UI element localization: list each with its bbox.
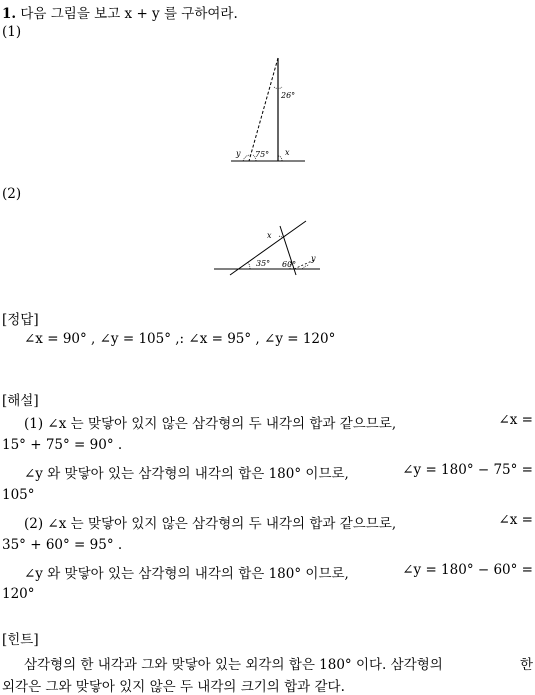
solution-p1-line1-b: ∠x =: [498, 412, 533, 428]
solution-p4-line1-b: ∠y = 180° − 60° =: [402, 562, 533, 578]
answer-line: ∠x = 90° , ∠y = 105° ,: ∠x = 95° , ∠y = 120°: [24, 331, 336, 347]
question-number: 1.: [2, 6, 17, 22]
hint-heading: [힌트]: [2, 632, 39, 648]
fig2-y-arc: [302, 265, 309, 269]
fig2-angle-left: 35°: [256, 259, 271, 268]
fig2-angle-right: 60°: [282, 260, 297, 269]
solution-p2-line1-b: ∠y = 180° − 75° =: [402, 462, 533, 478]
figure-1: [225, 52, 315, 166]
fig1-label-x: x: [285, 148, 290, 157]
part1-label: (1): [2, 24, 22, 40]
fig1-x-arc: [278, 156, 282, 161]
solution-p4-line2: 120°: [2, 586, 35, 602]
solution-p4-line1: [24, 562, 533, 582]
solution-p3-line1: [24, 512, 533, 532]
hint-line2: 외각은 그와 맞닿아 있지 않은 두 내각의 크기의 합과 같다.: [2, 679, 345, 695]
solution-p1-line2: 15° + 75° = 90° .: [2, 437, 123, 453]
solution-p2-line2: 105°: [2, 487, 35, 503]
question-header: [2, 2, 238, 22]
solution-p3-line2: 35° + 60° = 95° .: [2, 537, 123, 553]
solution-p2-line1-a: ∠y 와 맞닿아 있는 삼각형의 내각의 합은 180° 이므로,: [24, 466, 349, 482]
fig1-angle-top: 26°: [281, 91, 296, 100]
fig1-label-y: y: [236, 149, 241, 158]
answer-heading: [정답]: [2, 312, 39, 328]
hint-line1: [24, 653, 533, 673]
solution-p3-line1-b: ∠x =: [498, 512, 533, 528]
fig1-y-arc: [243, 155, 251, 161]
solution-p2-line1: [24, 462, 533, 482]
solution-p4-line1-a: ∠y 와 맞닿아 있는 삼각형의 내각의 합은 180° 이므로,: [24, 566, 349, 582]
solution-p3-line1-a: (2) ∠x 는 맞닿아 있지 않은 삼각형의 두 내각의 합과 같으므로,: [24, 516, 397, 532]
part2-label: (2): [2, 186, 22, 202]
question-text: 다음 그림을 보고 x + y 를 구하여라.: [20, 6, 238, 22]
solution-heading: [해설]: [2, 393, 39, 409]
fig1-slant-line: [249, 58, 278, 161]
solution-p1-line1-a: (1) ∠x 는 맞닿아 있지 않은 삼각형의 두 내각의 합과 같으므로,: [24, 416, 397, 432]
hint-line1-b: 한: [519, 657, 533, 673]
solution-p1-line1: [24, 412, 533, 432]
hint-line1-a: 삼각형의 한 내각과 그와 맞닿아 있는 외각의 합은 180° 이다. 삼각형의: [24, 657, 443, 673]
fig2-label-x: x: [267, 231, 272, 240]
fig2-label-y: y: [311, 254, 316, 263]
figure-2: [212, 218, 324, 278]
fig1-angle-bottom: 75°: [255, 150, 270, 159]
